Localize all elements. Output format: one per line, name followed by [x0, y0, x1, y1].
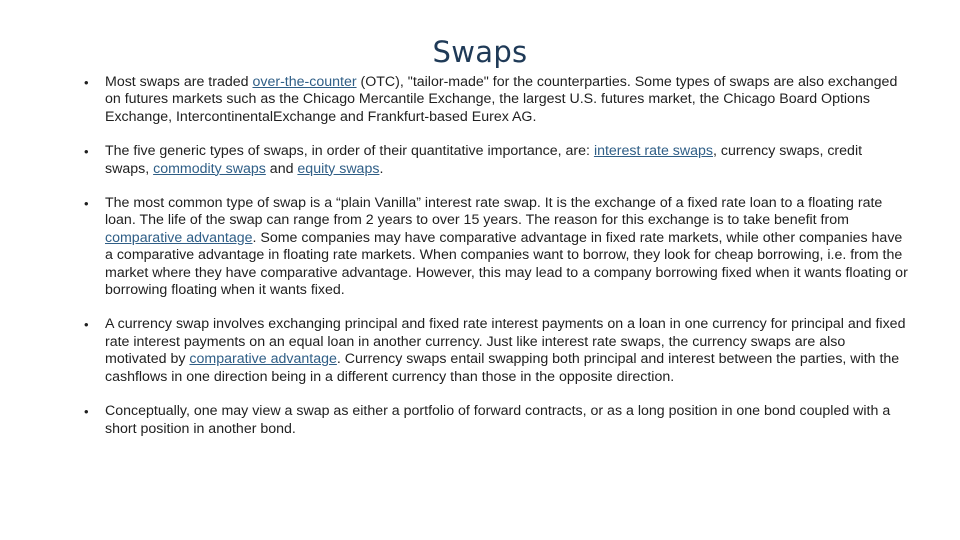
- bullet-text: (OTC), "tailor-made" for the counterparties. Some types of swaps are also exchanged on futures markets such as the Chicago Mercantile Exchange, the largest U.S. futures market, the Chicago Board Options Exchange, IntercontinentalExchange and Frankfurt-based Eurex AG.: [105, 74, 898, 125]
- bullet-marker: •: [84, 144, 89, 160]
- link-equity-swaps[interactable]: equity swaps: [297, 160, 380, 177]
- bullet-otc: [84, 74, 908, 126]
- bullet-conceptual-view: [84, 403, 908, 438]
- bullet-text: .: [379, 160, 384, 177]
- link-interest-rate-swaps[interactable]: interest rate swaps: [593, 143, 714, 160]
- link-commodity-swaps[interactable]: commodity swaps: [153, 160, 266, 177]
- bullet-marker: •: [84, 196, 89, 212]
- link-comparative-advantage[interactable]: comparative advantage: [105, 229, 253, 246]
- bullet-marker: •: [84, 75, 89, 90]
- bullet-text: Most swaps are traded: [105, 74, 253, 90]
- bullet-text: and: [265, 160, 298, 177]
- bullet-swap-types: [84, 143, 908, 178]
- bullet-plain-vanilla: [84, 195, 908, 299]
- slide-title: Swaps: [432, 35, 528, 69]
- bullet-text: The most common type of swap is a “plain Vanilla” interest rate swap. It is the exchange of a fixed rate loan to a floating rate loan. The life of the swap can range from 2 years to over 15 years. The reason for this exchange is to take benefit from: [105, 195, 883, 229]
- link-over-the-counter[interactable]: over-the-counter: [252, 74, 357, 90]
- bullet-text: Conceptually, one may view a swap as either a portfolio of forward contracts, or as a long position in one bond coupled with a short position in another bond.: [105, 403, 891, 437]
- bullet-list: [84, 74, 908, 455]
- bullet-text: . Some companies may have comparative advantage in fixed rate markets, while other companies have a comparative advantage in floating rate markets. When companies want to borrow, they look for cheap borrowing, i.e. from the market where they have comparative advantage. However, this may lead to a company borrowing fixed when it wants floating or borrowing floating when it wants fixed.: [105, 229, 908, 299]
- bullet-text: The five generic types of swaps, in order of their quantitative importance, are:: [105, 143, 594, 160]
- bullet-marker: •: [84, 404, 89, 420]
- bullet-currency-swap: [84, 316, 908, 386]
- bullet-text: , currency swaps, credit swaps,: [105, 143, 863, 177]
- link-comparative-advantage[interactable]: comparative advantage: [189, 351, 337, 368]
- bullet-text: . Currency swaps entail swapping both principal and interest between the parties, with the cashflows in one direction being in a different currency than those in the opposite direction.: [105, 351, 900, 385]
- bullet-marker: •: [84, 317, 89, 333]
- bullet-text: A currency swap involves exchanging principal and fixed rate interest payments on a loan in one currency for principal and fixed rate interest payments on an equal loan in another currency. Just like interest rate swaps, the currency swaps are also motivated by: [105, 316, 906, 368]
